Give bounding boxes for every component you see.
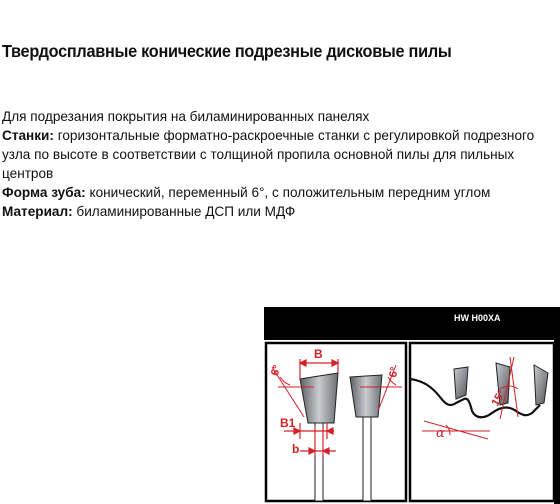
alpha-angle-lines <box>422 421 490 439</box>
material-label: Материал: <box>2 204 73 219</box>
blade-tooth-3 <box>534 365 548 405</box>
blade-tooth-1 <box>454 367 468 399</box>
blade-profile <box>410 379 540 417</box>
intro-text: Для подрезания покрытия на биламинированных панелях <box>2 109 370 124</box>
dimension-B1-label: B1 <box>280 416 296 430</box>
material-paragraph <box>2 202 558 221</box>
hook-angle-label: 15° <box>489 388 509 409</box>
diagram-header-bar <box>264 307 560 340</box>
description-block <box>2 107 558 221</box>
right-panel-frame <box>410 343 554 501</box>
diagram-header-label: HW H00XA <box>454 313 501 323</box>
machines-text: горизонтальные форматно-раскроечные станки с регулировкой подрезного узла по высоте в соответствии с толщиной пропила основной пилы для пильных центров <box>2 128 535 181</box>
material-text: биламинированные ДСП или МДФ <box>72 204 296 219</box>
right-tooth <box>350 375 382 501</box>
angle-right-label: 6° <box>387 365 401 379</box>
tooth-text: конический, переменный 6°, с положительным передним углом <box>85 185 491 200</box>
machines-label: Станки: <box>2 128 54 143</box>
machines-paragraph <box>2 126 558 183</box>
left-tooth <box>300 373 338 501</box>
dimension-B-label: B <box>314 347 323 361</box>
alpha-angle-label: α <box>436 426 445 441</box>
page-title: Твердосплавные конические подрезные дисковые пилы <box>2 41 452 61</box>
tooth-paragraph <box>2 183 558 202</box>
angle-left-label: 6° <box>268 363 284 378</box>
tooth-geometry-diagram <box>264 307 560 504</box>
tooth-label: Форма зуба: <box>2 185 86 200</box>
dimension-b-label: b <box>292 442 300 456</box>
